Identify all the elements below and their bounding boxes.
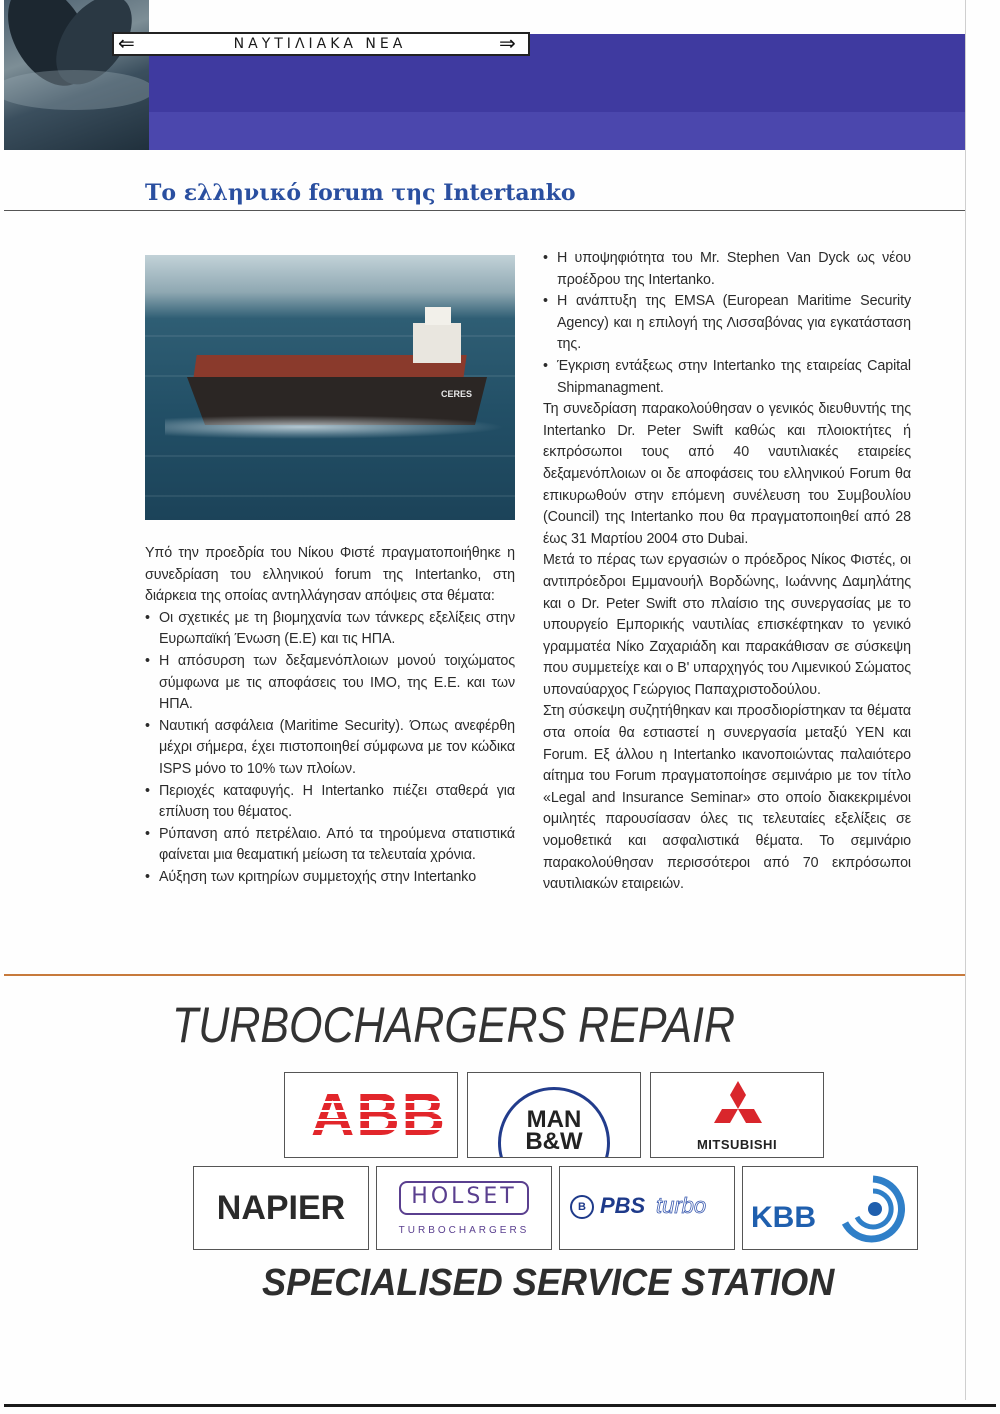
abb-logo [284,1072,458,1158]
pbs-badge-icon: B [570,1195,594,1219]
topic-item: • Οι σχετικές με τη βιομηχανία των τάνκερς εξελίξεις στην Ευρωπαϊκή Ένωση (Ε.Ε) και τις ΗΠΑ. [145,608,515,651]
topic-item: • Αύξηση των κριτηρίων συμμετοχής στην Intertanko [145,867,515,889]
page-edge [965,0,966,1400]
holset-logo-text: HOLSET [411,1184,517,1209]
article-paragraph: Στη σύσκεψη συζητήθηκαν και προσδιορίστηκαν τα θέματα στα οποία θα εστιαστεί η συνεργασία μεταξύ ΥΕΝ και Forum. Εξ άλλου η Intertanko ικανοποιώντας παλαιότερο αίτημα του Forum πραγματοποίησε σεμινάριο με τον τίτλο «Legal and Insurance Seminar» στο οποίο διακεκριμένοι ομιλητές παρουσίασαν όλες τις τελευταίες εξελίξεις σε νομοθετικά και ασφαλιστικά θέματα. Το σεμινάριο παρακολούθησαν περισσότεροι από 70 εκπρόσωποι ναυτιλιακών εταιρειών. [543,703,911,893]
topic-item: • Η υποψηφιότητα του Mr. Stephen Van Dyck ως νέου προέδρου της Intertanko. [543,248,911,291]
header-left-arrow-icon: ⇐ [118,31,135,55]
topic-item: • Ναυτική ασφάλεια (Maritime Security). Όπως ανεφέρθη μέχρι σήμερα, έχει πιστοποιηθεί σύμφωνα με τον κώδικα ISPS μόνο το 10% των πλοίων. [145,716,515,781]
pbs-turbo-text: turbo [656,1193,707,1218]
title-rule [4,210,965,211]
kbb-logo [742,1166,918,1250]
holset-subtitle: TURBOCHARGERS [398,1225,530,1236]
advert-rule [4,974,965,976]
tanker-wake [165,415,505,439]
topics-list-left [145,608,515,889]
topic-item: • Η ανάπτυξη της EMSA (European Maritime Security Agency) και η επιλογή της Λισσαβόνας για εγκατάσταση της. [543,291,911,356]
tanker-name: CERES [441,389,473,399]
topic-item: • Περιοχές καταφυγής. Η Intertanko πιέζει σταθερά για επίλυση του θέματος. [145,781,515,824]
article-right-column [543,248,911,896]
header-right-arrow-icon: ⇒ [499,31,516,55]
article-paragraph: Τη συνεδρίαση παρακολούθησαν ο γενικός διευθυντής της Intertanko Dr. Peter Swift καθώς και πλοιοκτήτες ή εκπρόσωποι τους από 40 ναυτιλιακές εταιρείες δεξαμενόπλοιων οι δε αποφάσεις του ελληνικού Forum θα επικυρωθούν στην επόμενη συνέλευση του Συμβουλίου (Council) της Intertanko που θα πραγματοποιηθεί από 28 έως 31 Μαρτίου 2004 στο Dubai. [543,401,911,547]
mitsubishi-logo-text: MITSUBISHI [696,1137,778,1152]
tanker-photo [145,255,515,520]
napier-logo-text: NAPIER [216,1189,346,1227]
article-paragraph: Μετά το πέρας των εργασιών ο πρόεδρος Νίκος Φιστές, οι αντιπρόεδροι Εμμανουήλ Βορδώνης, Ιωάννης Δαμηλάτης και ο Dr. Peter Swift στο πλαίσιο της συνεργασίας με το υπουργείο Εμπορικής ναυτιλίας επισκέφτηκαν το γενικό γραμματέα Νίκο Ζαχαριάδη και παρακάθισαν σε σύσκεψη που συμμετείχε και ο Β' υπαρχηγός του Λιμενικού Σώματος υποναύαρχος Γεώργιος Παπαχριστοδούλου. [543,552,911,698]
header-band-lower [149,112,965,150]
tanker-bridge-top [425,307,451,325]
topic-item: • Ρύπανση από πετρέλαιο. Από τα τηρούμενα στατιστικά φαίνεται μια θεαματική μείωση τα τελευταία χρόνια. [145,824,515,867]
header-section-title: ΝΑΥΤΙΛΙΑΚΑ ΝΕΑ [233,36,407,52]
pbs-turbo-logo [559,1166,735,1250]
tanker-bridge [413,323,461,363]
article-left-column [145,543,515,889]
abb-logo-text: ABB [311,1081,447,1148]
topic-item: • Η απόσυρση των δεξαμενόπλοιων μονού τοιχώματος σύμφωνα με τις αποφάσεις του ΙΜΟ, της Ε.Ε. και των ΗΠΑ. [145,651,515,716]
header-photo-propeller [4,0,149,150]
topic-item: • Έγκριση εντάξεως στην Intertanko της εταιρείας Capital Shipmanagment. [543,356,911,399]
article-intro: Υπό την προεδρία του Νίκου Φιστέ πραγματοποιήθηκε η συνεδρίαση του ελληνικού forum της Intertanko, στη διάρκεια της οποίας αντηλλάγησαν απόψεις στα θέματα: [145,545,515,605]
article-title: Το ελληνικό forum της Intertanko [145,180,576,206]
holset-logo [376,1166,552,1250]
mitsubishi-logo [650,1072,824,1158]
napier-logo [193,1166,369,1250]
kbb-logo-text: KBB [751,1201,816,1234]
kbb-swirl-icon [835,1173,911,1245]
bottom-rule [4,1404,996,1407]
bw-logo-text: B&W [525,1128,583,1155]
man-bw-logo [467,1072,641,1158]
advert-headline: TURBOCHARGERS REPAIR [172,997,736,1053]
mitsubishi-diamonds-icon [708,1079,768,1135]
pbs-logo-text: PBS [600,1193,646,1218]
advert-footer: SPECIALISED SERVICE STATION [262,1262,835,1304]
man-logo-text: MAN [526,1106,582,1133]
topics-list-right [543,248,911,399]
